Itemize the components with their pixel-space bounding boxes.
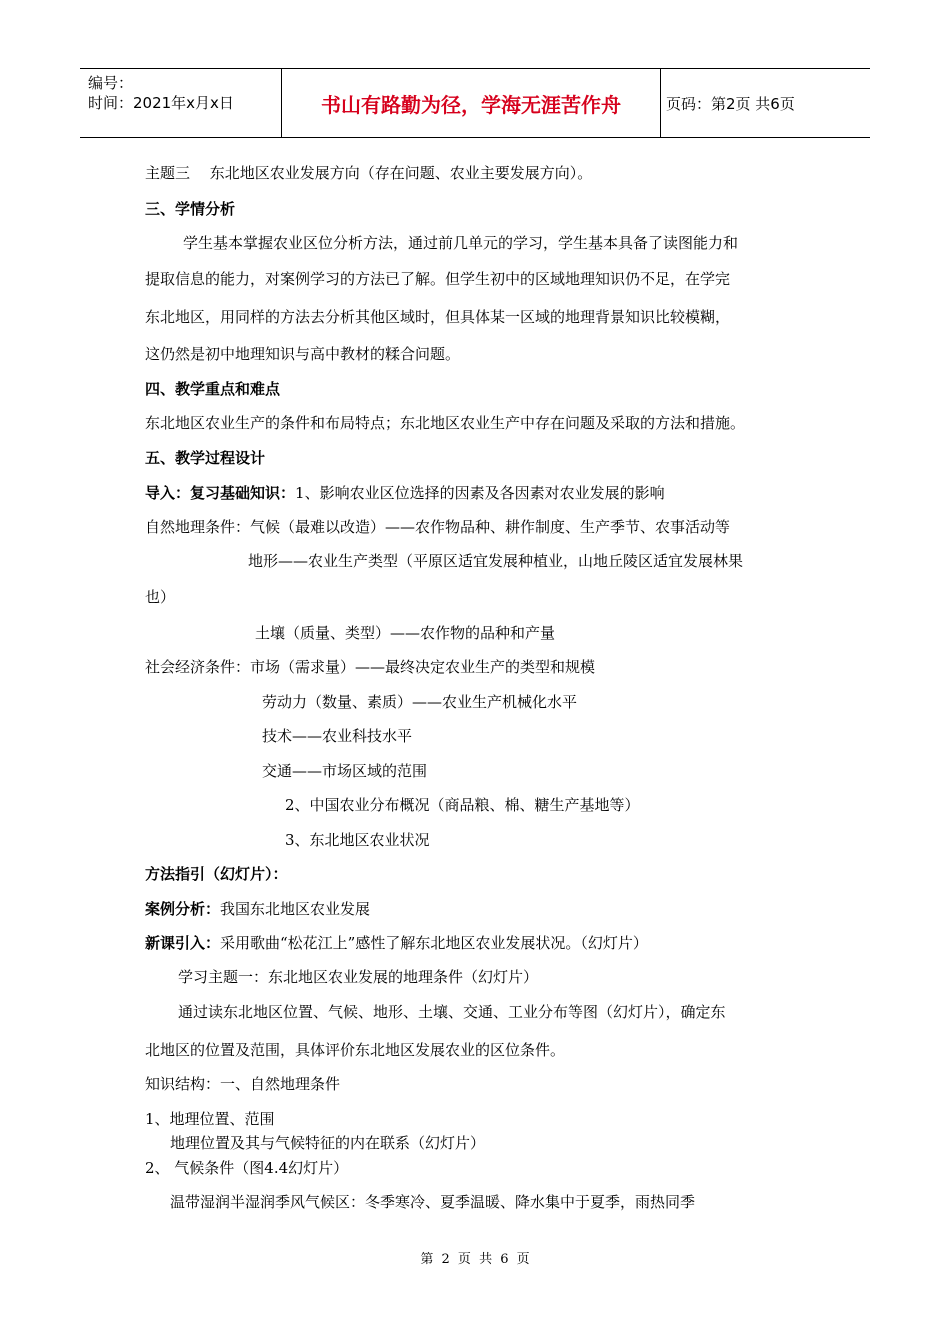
paragraph-line: 这仍然是初中地理知识与高中教材的糅合问题。 — [145, 345, 461, 363]
method-guide: 方法指引（幻灯片）： — [145, 865, 288, 883]
case-text: 我国东北地区农业发展 — [220, 900, 371, 918]
paragraph-line: 北地区的位置及范围，具体评价东北地区发展农业的区位条件。 — [145, 1041, 566, 1059]
header-meta — [80, 69, 282, 137]
transport-line: 交通——市场区域的范围 — [262, 762, 428, 780]
list-item-location: 1、地理位置、范围 — [145, 1110, 275, 1128]
list-item-2: 2、中国农业分布概况（商品粮、棉、糖生产基地等） — [285, 796, 640, 814]
footer-di: 第 — [420, 1252, 434, 1267]
intro-label: 导入： — [145, 484, 191, 502]
footer-page-number: 2 — [441, 1252, 450, 1267]
footer-total-pages: 6 — [500, 1252, 509, 1267]
terrain-line-cont: 也） — [145, 588, 176, 606]
paragraph-line: 通过读东北地区位置、气候、地形、土壤、交通、工业分布等图（幻灯片），确定东 — [178, 1003, 726, 1021]
topic-one-line: 学习主题一：东北地区农业发展的地理条件（幻灯片） — [178, 968, 539, 986]
footer-ye: 页 — [457, 1252, 471, 1267]
footer-gong: 共 — [479, 1252, 493, 1267]
paragraph-line: 学生基本掌握农业区位分析方法，通过前几单元的学习，学生基本具备了读图能力和 — [183, 234, 739, 252]
paragraph-line: 东北地区农业生产的条件和布局特点；东北地区农业生产中存在问题及采取的方法和措施。 — [145, 414, 746, 432]
paragraph-line: 提取信息的能力，对案例学习的方法已了解。但学生初中的区域地理知识仍不足，在学完 — [145, 270, 731, 288]
section-heading-5: 五、教学过程设计 — [145, 449, 266, 467]
case-line — [145, 898, 370, 919]
knowledge-structure-line: 知识结构：一、自然地理条件 — [145, 1075, 341, 1093]
new-lesson-line — [145, 932, 648, 953]
new-lesson-label: 新课引入： — [145, 934, 221, 952]
footer-ye2: 页 — [516, 1252, 530, 1267]
header-page-label: 页码：第2页 共6页 — [666, 94, 795, 113]
new-lesson-text: 采用歌曲“松花江上”感性了解东北地区农业发展状况。（幻灯片） — [220, 934, 648, 952]
header-motto: 书山有路勤为径，学海无涯苦作舟 — [282, 69, 661, 137]
page-footer — [0, 1248, 950, 1267]
socioeconomic-line: 社会经济条件：市场（需求量）——最终决定农业生产的类型和规模 — [145, 658, 596, 676]
intro-line — [145, 482, 665, 503]
section-heading-4: 四、教学重点和难点 — [145, 380, 281, 398]
list-item-3: 3、东北地区农业状况 — [285, 831, 430, 849]
terrain-line: 地形——农业生产类型（平原区适宜发展种植业，山地丘陵区适宜发展林果 — [248, 552, 744, 570]
review-label: 复习基础知识： — [190, 484, 296, 502]
location-climate-line: 地理位置及其与气候特征的内在联系（幻灯片） — [170, 1134, 486, 1152]
topic-three-line: 主题三 东北地区农业发展方向（存在问题、农业主要发展方向）。 — [145, 164, 593, 182]
natural-conditions-line: 自然地理条件：气候（最难以改造）——农作物品种、耕作制度、生产季节、农事活动等 — [145, 518, 731, 536]
intro-text: 1、影响农业区位选择的因素及各因素对农业发展的影响 — [295, 484, 665, 502]
page-header — [80, 68, 870, 138]
number-label: 编号： — [88, 74, 134, 92]
technology-line: 技术——农业科技水平 — [262, 727, 413, 745]
paragraph-line: 东北地区，用同样的方法去分析其他区域时，但具体某一区域的地理背景知识比较模糊， — [145, 308, 731, 326]
list-item-climate: 2、 气候条件（图4.4幻灯片） — [145, 1159, 349, 1177]
time-label: 时间：2021年x月x日 — [88, 94, 234, 112]
section-heading-3: 三、学情分析 — [145, 200, 236, 218]
climate-description-line: 温带湿润半湿润季风气候区：冬季寒冷、夏季温暖、降水集中于夏季，雨热同季 — [170, 1193, 696, 1211]
soil-line: 土壤（质量、类型）——农作物的品种和产量 — [255, 624, 556, 642]
case-label: 案例分析： — [145, 900, 221, 918]
labor-line: 劳动力（数量、素质）——农业生产机械化水平 — [262, 693, 578, 711]
